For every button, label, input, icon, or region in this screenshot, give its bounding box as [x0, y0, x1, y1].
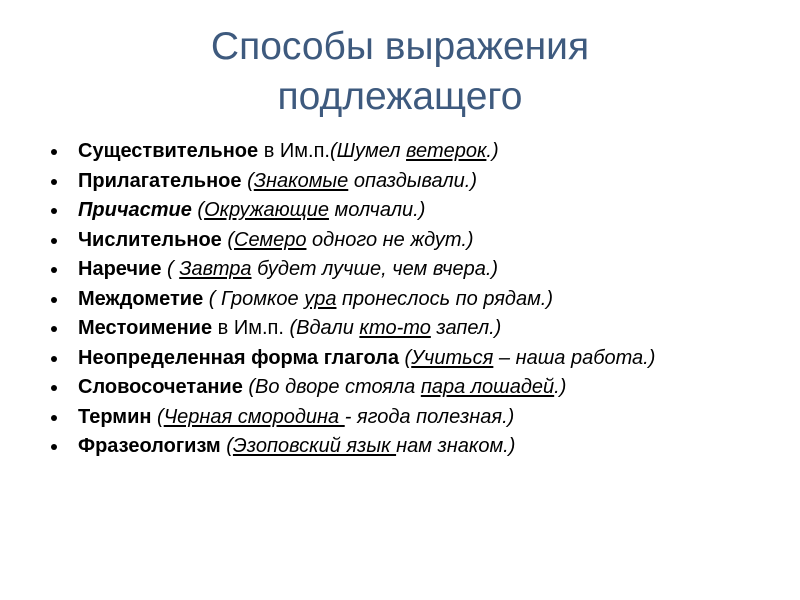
example-text: пронеслось по рядам.)	[336, 287, 554, 310]
example-text: .)	[554, 376, 567, 398]
example-text: (	[220, 435, 233, 457]
term-phrase: Словосочетание	[78, 376, 243, 398]
example-text: - ягода полезная.)	[344, 405, 515, 428]
example-text: опаздывали.)	[348, 169, 477, 192]
case-note: в Им.п.	[212, 317, 284, 339]
example-text: одного не ждут.)	[306, 228, 474, 251]
slide-title-line-1: Способы выражения	[210, 25, 590, 68]
term-term: Термин	[78, 405, 152, 428]
example-text: .)	[486, 140, 499, 162]
example-subject: Учиться	[411, 346, 494, 369]
list-item-numeral	[48, 229, 768, 252]
term-infinitive: Неопределенная форма глагола	[78, 346, 399, 369]
list-item-adjective	[48, 170, 768, 193]
example-text: (Шумел	[329, 140, 407, 162]
list-item-idiom	[48, 435, 768, 458]
example-subject: Завтра	[179, 258, 252, 280]
example-text: запел.)	[430, 317, 502, 339]
list-item-participle	[48, 199, 768, 222]
term-noun: Существительное	[78, 140, 259, 162]
slide-title-line-2: подлежащего	[277, 75, 523, 118]
example-subject: Семеро	[234, 228, 307, 251]
list-item-interjection	[48, 288, 768, 311]
term-pronoun: Местоимение	[78, 317, 213, 339]
example-text: (	[241, 169, 254, 192]
slide-title	[0, 22, 800, 122]
example-subject: Эзоповский язык	[232, 435, 397, 457]
example-subject: пара лошадей	[420, 376, 555, 398]
list-item-adverb	[48, 258, 768, 281]
term-idiom: Фразеологизм	[78, 435, 221, 457]
example-subject: Окружающие	[204, 199, 329, 221]
example-text: (	[399, 346, 412, 369]
example-text: (Вдали	[283, 317, 360, 339]
bullet-list	[48, 140, 768, 465]
example-text: (	[191, 199, 205, 221]
example-subject: ура	[304, 287, 337, 310]
example-subject: Знакомые	[253, 169, 349, 192]
example-text: нам знаком.)	[396, 435, 516, 457]
example-text: (Во дворе стояла	[242, 376, 421, 398]
example-subject: ветерок	[406, 140, 487, 162]
list-item-pronoun	[48, 317, 768, 340]
example-subject: Черная смородина	[163, 405, 345, 428]
example-text: – наша работа.)	[493, 346, 656, 369]
term-participle: Причастие	[78, 199, 192, 221]
example-text: (	[151, 405, 164, 428]
example-text: будет лучше, чем вчера.)	[251, 258, 499, 280]
example-text: (	[221, 228, 235, 251]
example-text: (	[161, 258, 180, 280]
list-item-infinitive	[48, 347, 768, 370]
term-interjection: Междометие	[78, 287, 204, 310]
term-adverb: Наречие	[78, 258, 162, 280]
list-item-noun	[48, 140, 768, 163]
term-numeral: Числительное	[78, 228, 222, 251]
list-item-term	[48, 406, 768, 429]
list-item-phrase	[48, 376, 768, 399]
case-note: в Им.п.	[258, 140, 330, 162]
example-subject: кто-то	[359, 317, 431, 339]
term-adjective: Прилагательное	[78, 169, 242, 192]
example-text: молчали.)	[328, 199, 426, 221]
example-text: ( Громкое	[203, 287, 305, 310]
